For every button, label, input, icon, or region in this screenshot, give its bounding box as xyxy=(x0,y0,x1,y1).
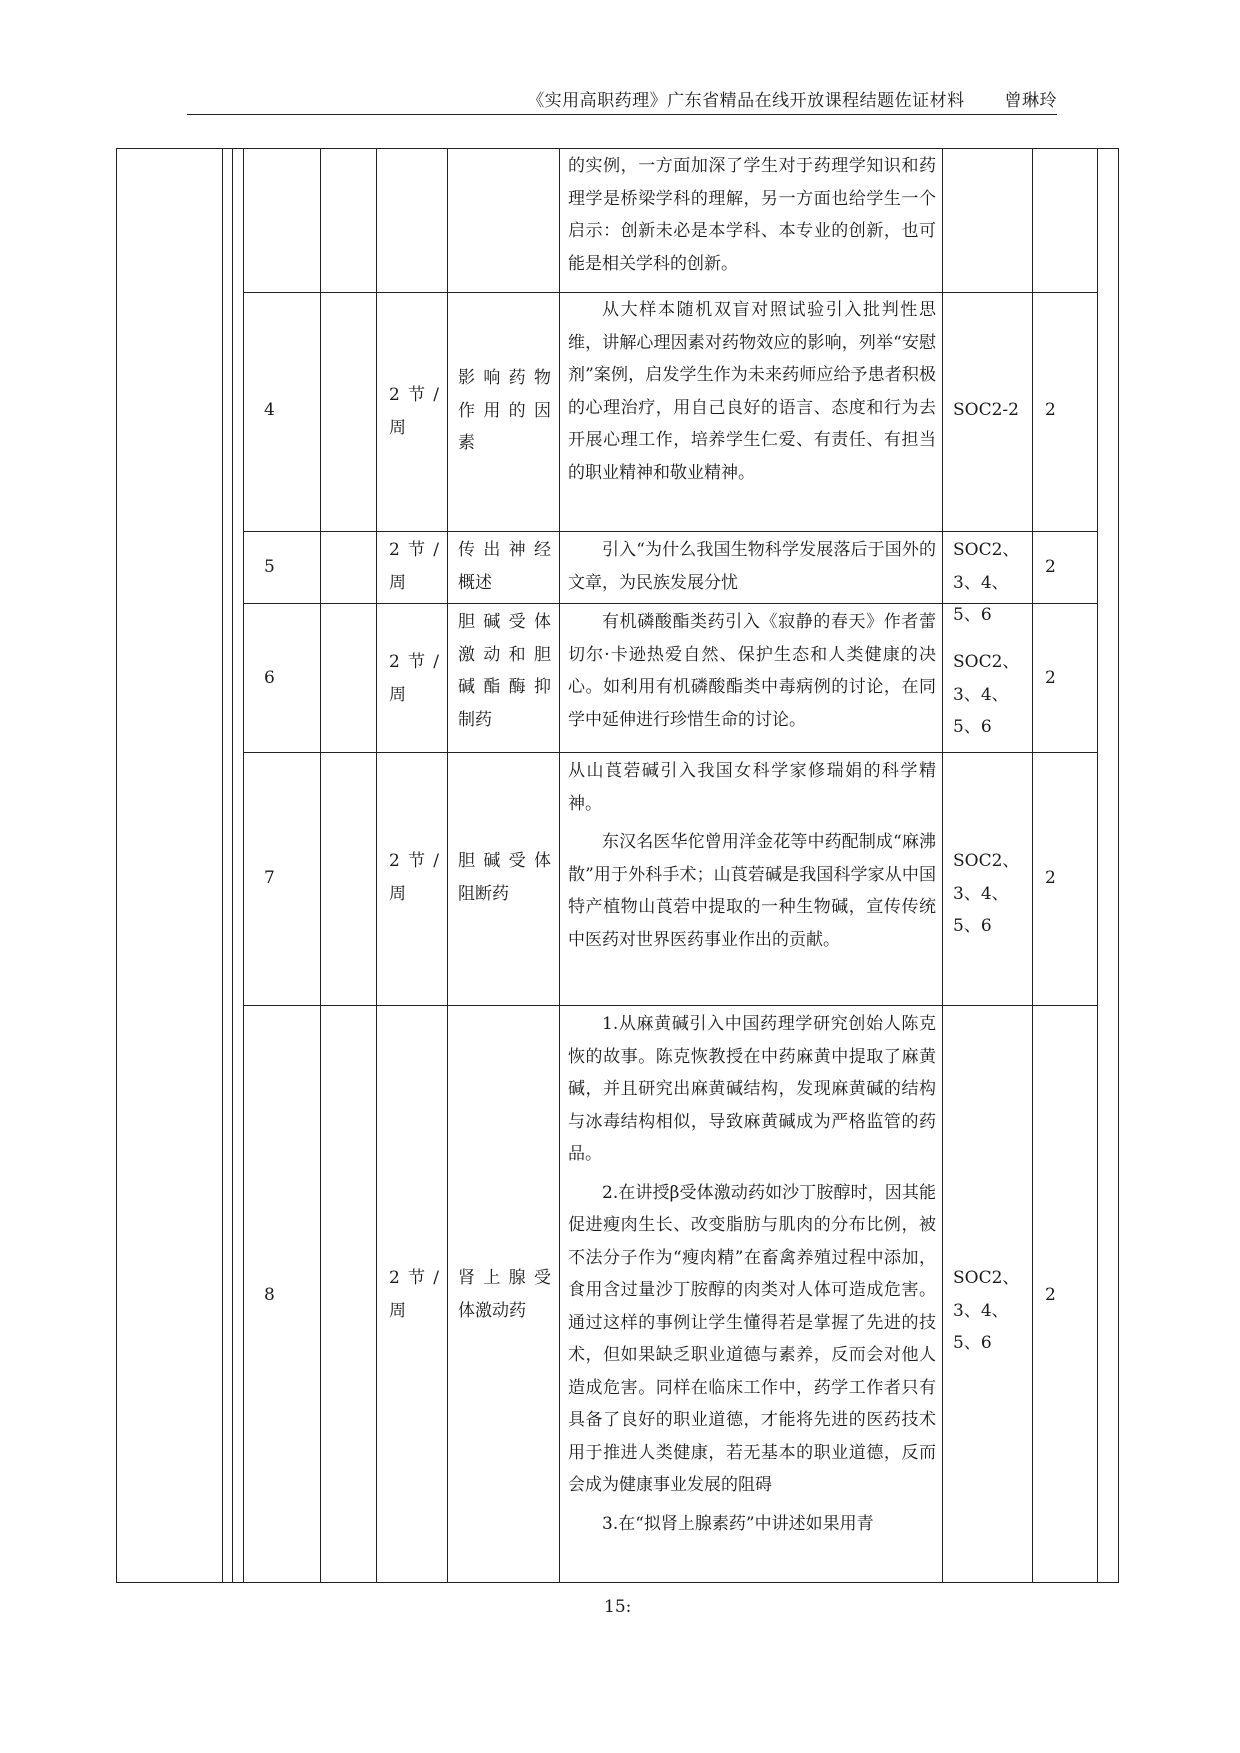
credit-cell: 2 xyxy=(1045,557,1056,577)
content-cell xyxy=(560,755,942,956)
topic-line: 素 xyxy=(458,433,475,453)
topic-cell xyxy=(448,362,559,460)
table-divider xyxy=(1097,148,1098,1582)
credit-cell: 2 xyxy=(1045,400,1056,420)
topic-line: 传出神经 xyxy=(458,540,551,560)
content-paragraph: 1.从麻黄碱引入中国药理学研究创始人陈克恢的故事。陈克恢教授在中药麻黄中提取了麻黄碱，并且研究出麻黄碱结构，发现麻黄碱的结构与冰毒结构相似，导致麻黄碱成为严格监管的药品。 xyxy=(568,1014,936,1164)
row-number: 7 xyxy=(264,868,275,888)
topic-line: 胆碱受体 xyxy=(458,851,551,871)
row-divider xyxy=(243,292,1098,293)
content-cell xyxy=(560,534,942,599)
header-author: 曾琳玲 xyxy=(1004,91,1057,111)
table-border-top xyxy=(116,148,1119,149)
table-border-right xyxy=(1118,148,1119,1582)
topic-line: 概述 xyxy=(458,572,492,593)
topic-line: 肾上腺受 xyxy=(458,1268,551,1288)
credit-cell: 2 xyxy=(1045,868,1056,888)
table-border-bottom xyxy=(116,1582,1119,1583)
topic-cell xyxy=(448,845,559,910)
row-divider xyxy=(243,1005,1098,1006)
topic-line: 制药 xyxy=(458,709,492,730)
soc-cell: SOC2、3、4、5、6 xyxy=(953,1268,1020,1353)
content-paragraph: 3.在“拟肾上腺素药”中讲述如果用青 xyxy=(602,1513,874,1534)
topic-cell xyxy=(448,534,559,599)
content-paragraph: 从山莨菪碱引入我国女科学家修瑞娟的科学精神。 xyxy=(568,761,936,814)
topic-line: 碱酯酶抑 xyxy=(458,677,551,697)
soc-cell: SOC2-2 xyxy=(953,400,1019,420)
row-number: 5 xyxy=(264,557,275,577)
row-divider xyxy=(243,752,1098,753)
topic-line: 体激动药 xyxy=(458,1300,526,1321)
table-divider xyxy=(320,148,321,1582)
table-border-left xyxy=(116,148,117,1582)
content-paragraph: 有机磷酸酯类药引入《寂静的春天》作者蕾切尔·卡逊热爱自然、保护生态和人类健康的决心。如利用有机磷酸酯类中毒病例的讨论，在同学中延伸进行珍惜生命的讨论。 xyxy=(568,612,936,730)
content-paragraph: 的实例，一方面加深了学生对于药理学知识和药理学是桥梁学科的理解，另一方面也给学生一个启示：创新未必是本学科、本专业的创新，也可能是相关学科的创新。 xyxy=(568,156,936,274)
content-paragraph: 引入“为什么我国生物科学发展落后于国外的文章，为民族发展分忧 xyxy=(568,540,936,593)
content-cell xyxy=(560,1008,942,1540)
content-cell xyxy=(560,606,942,736)
table-divider xyxy=(232,148,233,1582)
table-divider xyxy=(222,148,223,1582)
content-paragraph: 2.在讲授β受体激动药如沙丁胺醇时，因其能促进瘦肉生长、改变脂肪与肌肉的分布比例，被不法分子作为“瘦肉精”在畜禽养殖过程中添加，食用含过量沙丁胺醇的肉类对人体可造成危害。通过这样的事例让学生懂得若是掌握了先进的技术，但如果缺乏职业道德与素养，反而会对他人造成危害。同样在临床工作中，药学工作者只有具备了良好的职业道德，才能将先进的医药技术用于推进人类健康，若无基本的职业道德，反而会成为健康事业发展的阻碍 xyxy=(568,1182,936,1495)
header-title: 《实用高职药理》广东省精品在线开放课程结题佐证材料 xyxy=(527,91,965,111)
topic-cell xyxy=(448,606,559,736)
hours-cell: 2节/周 xyxy=(389,385,439,438)
page-number: 15: xyxy=(604,1597,632,1617)
table-row xyxy=(560,150,942,280)
content-paragraph: 东汉名医华佗曾用洋金花等中药配制成“麻沸散”用于外科手术；山莨菪碱是我国科学家从中国特产植物山莨菪中提取的一种生物碱，宣传传统中医药对世界医药事业作出的贡献。 xyxy=(568,832,936,950)
topic-line: 阻断药 xyxy=(458,883,509,904)
row-number: 6 xyxy=(264,668,275,688)
topic-line: 影响药物 xyxy=(458,368,551,388)
topic-cell xyxy=(448,1262,559,1327)
hours-cell: 2节/周 xyxy=(389,851,439,904)
credit-cell: 2 xyxy=(1045,1285,1056,1305)
row-number: 4 xyxy=(264,400,275,420)
soc-cell: SOC2、3、4、5、6 xyxy=(953,652,1020,737)
hours-cell: 2节/周 xyxy=(389,1268,439,1321)
content-cell xyxy=(560,294,942,489)
topic-line: 激动和胆 xyxy=(458,644,551,665)
hours-cell: 2节/周 xyxy=(389,652,439,705)
content-paragraph: 从大样本随机双盲对照试验引入批判性思维，讲解心理因素对药物效应的影响，列举“安慰剂”案例，启发学生作为未来药师应给予患者积极的心理治疗，用自己良好的语言、态度和行为去开展心理工作，培养学生仁爱、有责任、有担当的职业精神和敬业精神。 xyxy=(568,300,936,483)
soc-cell: SOC2、3、4、5、6 xyxy=(953,851,1020,936)
soc-cell: SOC2、3、4、5、6 xyxy=(953,540,1020,625)
hours-cell: 2节/周 xyxy=(389,540,439,593)
topic-line: 胆碱受体 xyxy=(458,612,551,632)
row-number: 8 xyxy=(264,1285,275,1305)
credit-cell: 2 xyxy=(1045,668,1056,688)
row-divider xyxy=(243,531,1098,532)
topic-line: 作用的因 xyxy=(458,400,551,421)
